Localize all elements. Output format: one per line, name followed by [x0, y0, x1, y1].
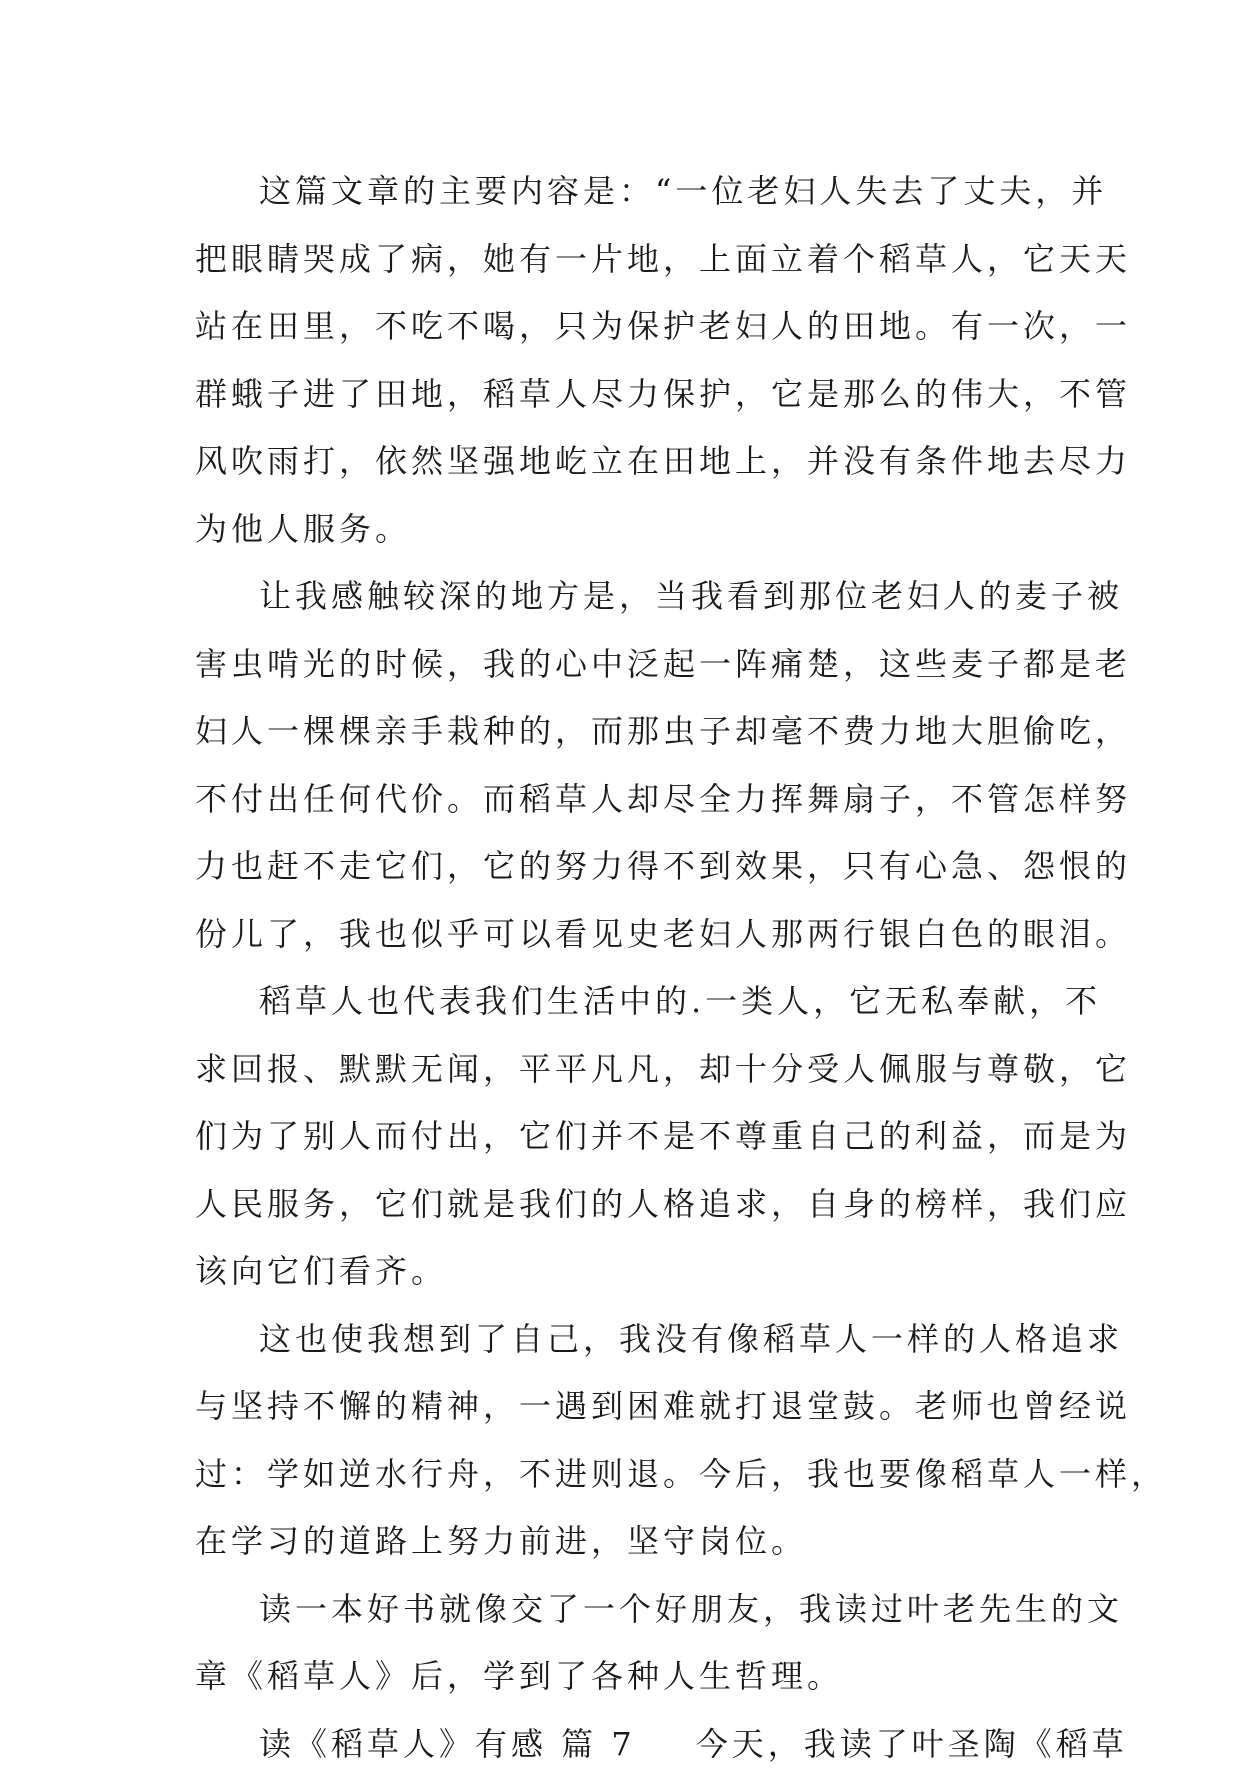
- paragraph: [195, 1306, 1055, 1576]
- text-fragment: 今天，我读了叶圣陶《稻草: [696, 1725, 1128, 1763]
- paragraph: [195, 563, 1055, 968]
- text-line: 力也赶不走它们，它的努力得不到效果，只有心急、怨恨的: [195, 833, 1055, 901]
- paragraph: [195, 1576, 1055, 1711]
- text-line: 让我感触较深的地方是，当我看到那位老妇人的麦子被: [195, 563, 1055, 631]
- text-line: 在学习的道路上努力前进，坚守岗位。: [195, 1508, 1055, 1576]
- text-line: 这也使我想到了自己，我没有像稻草人一样的人格追求: [195, 1306, 1055, 1374]
- paragraph: [195, 1711, 1055, 1778]
- text-line: 站在田里，不吃不喝，只为保护老妇人的田地。有一次，一: [195, 293, 1055, 361]
- text-line: 把眼睛哭成了病，她有一片地，上面立着个稻草人，它天天: [195, 226, 1055, 294]
- text-line: 们为了别人而付出，它们并不是不尊重自己的利益，而是为: [195, 1103, 1055, 1171]
- text-line: 妇人一棵棵亲手栽种的，而那虫子却毫不费力地大胆偷吃，: [195, 698, 1055, 766]
- text-line: 读一本好书就像交了一个好朋友，我读过叶老先生的文: [195, 1576, 1055, 1644]
- text-line: 稻草人也代表我们生活中的.一类人，它无私奉献，不: [195, 968, 1055, 1036]
- text-line: 章《稻草人》后，学到了各种人生哲理。: [195, 1643, 1055, 1711]
- text-line: 求回报、默默无闻，平平凡凡，却十分受人佩服与尊敬，它: [195, 1036, 1055, 1104]
- paragraph: [195, 158, 1055, 563]
- text-line: 风吹雨打，依然坚强地屹立在田地上，并没有条件地去尽力: [195, 428, 1055, 496]
- text-line: 人民服务，它们就是我们的人格追求，自身的榜样，我们应: [195, 1171, 1055, 1239]
- text-line: 份儿了，我也似乎可以看见史老妇人那两行银白色的眼泪。: [195, 901, 1055, 969]
- text-line: 害虫啃光的时候，我的心中泛起一阵痛楚，这些麦子都是老: [195, 631, 1055, 699]
- text-line: [195, 1711, 1055, 1778]
- paragraph: [195, 968, 1055, 1306]
- section-heading: 读《稻草人》有感 篇 7: [259, 1725, 636, 1763]
- text-line: 这篇文章的主要内容是：“一位老妇人失去了丈夫，并: [195, 158, 1055, 226]
- text-line: 与坚持不懈的精神，一遇到困难就打退堂鼓。老师也曾经说: [195, 1373, 1055, 1441]
- text-line: 过：学如逆水行舟，不进则退。今后，我也要像稻草人一样，: [195, 1441, 1055, 1509]
- text-line: 不付出任何代价。而稻草人却尽全力挥舞扇子，不管怎样努: [195, 766, 1055, 834]
- text-line: 为他人服务。: [195, 496, 1055, 564]
- text-line: 群蛾子进了田地，稻草人尽力保护，它是那么的伟大，不管: [195, 361, 1055, 429]
- document-body: [195, 158, 1055, 1778]
- text-line: 该向它们看齐。: [195, 1238, 1055, 1306]
